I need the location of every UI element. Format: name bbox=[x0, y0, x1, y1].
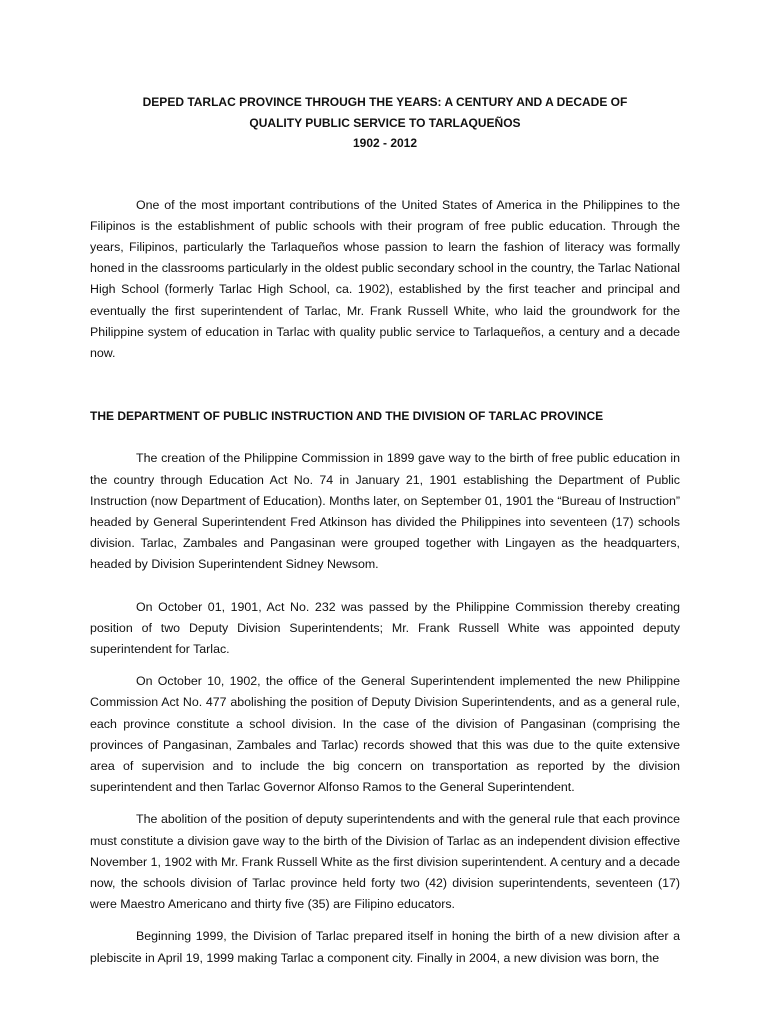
title-years: 1902 - 2012 bbox=[352, 136, 418, 150]
document-title bbox=[90, 92, 680, 154]
title-line-1: DEPED TARLAC PROVINCE THROUGH THE YEARS: A CENTURY AND A DECADE OF bbox=[142, 95, 628, 109]
body-paragraph-1: The creation of the Philippine Commission in 1899 gave way to the birth of free public education in the country through Education Act No. 74 in January 21, 1901 establishing the Department of Public Instruction (now Department of Education). Months later, on September 01, 1901 the “Bureau of Instruction” headed by General Superintendent Fred Atkinson has divided the Philippines into seventeen (17) schools division. Tarlac, Zambales and Pangasinan were grouped together with Lingayen as the headquarters, headed by Division Superintendent Sidney Newsom. bbox=[90, 451, 680, 572]
section-heading: THE DEPARTMENT OF PUBLIC INSTRUCTION AND THE DIVISION OF TARLAC PROVINCE bbox=[90, 409, 604, 424]
body-paragraph-5: Beginning 1999, the Division of Tarlac prepared itself in honing the birth of a new division after a plebiscite in April 19, 1999 making Tarlac a component city. Finally in 2004, a new division was born, the bbox=[90, 929, 680, 965]
body-paragraph-3: On October 10, 1902, the office of the General Superintendent implemented the new Philippine Commission Act No. 477 abolishing the position of Deputy Division Superintendents, and as a general rule, each province constitute a school division. In the case of the division of Pangasinan (comprising the provinces of Pangasinan, Zambales and Tarlac) records showed that this was due to the quite extensive area of supervision and to include the big concern on transportation as reported by the division superintendent and then Tarlac Governor Alfonso Ramos to the General Superintendent. bbox=[90, 674, 680, 795]
title-line-2: QUALITY PUBLIC SERVICE TO TARLAQUEÑOS bbox=[249, 115, 521, 130]
intro-paragraph: One of the most important contributions of the United States of America in the Philippines to the Filipinos is the establishment of public schools with their program of free public education. Through the years, Filipinos, particularly the Tarlaqueños whose passion to learn the fashion of literacy was formally honed in the classrooms particularly in the oldest public secondary school in the country, the Tarlac National High School (formerly Tarlac High School, ca. 1902), established by the first teacher and principal and eventually the first superintendent of Tarlac, Mr. Frank Russell White, who laid the groundwork for the Philippine system of education in Tarlac with quality public service to Tarlaqueños, a century and a decade now. bbox=[90, 197, 680, 360]
body-paragraph-4: The abolition of the position of deputy superintendents and with the general rule that each province must constitute a division gave way to the birth of the Division of Tarlac as an independent division effective November 1, 1902 with Mr. Frank Russell White as the first division superintendent. A century and a decade now, the schools division of Tarlac province held forty two (42) division superintendents, seventeen (17) were Maestro Americano and thirty five (35) are Filipino educators. bbox=[90, 812, 680, 912]
document-page bbox=[90, 92, 680, 969]
body-paragraph-2: On October 01, 1901, Act No. 232 was passed by the Philippine Commission thereby creating position of two Deputy Division Superintendents; Mr. Frank Russell White was appointed deputy superintendent for Tarlac. bbox=[90, 599, 680, 656]
